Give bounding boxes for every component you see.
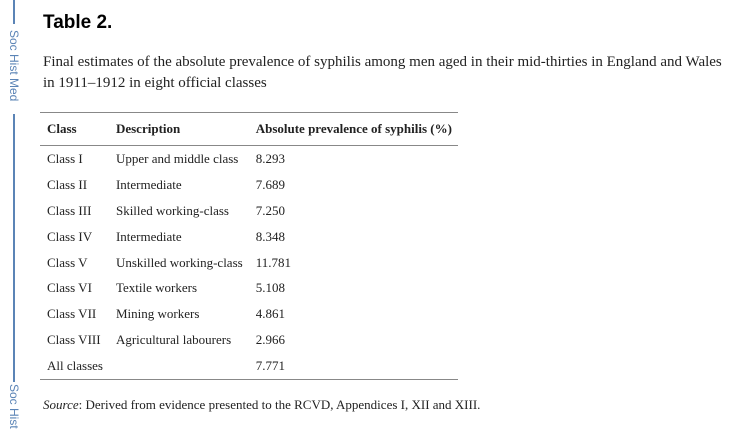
cell-prevalence: 7.771 bbox=[249, 353, 458, 379]
cell-class: Class VIII bbox=[47, 332, 101, 348]
table-row bbox=[40, 301, 458, 327]
cell-description: Mining workers bbox=[115, 306, 200, 322]
cell-prevalence: 7.250 bbox=[255, 202, 285, 218]
cell-description bbox=[109, 353, 249, 379]
cell-description: Intermediate bbox=[115, 228, 182, 244]
cell-description: Skilled working-class bbox=[115, 202, 229, 218]
table-row bbox=[40, 198, 458, 224]
source-text: : Derived from evidence presented to the RCVD, Appendices I, XII and XIII. bbox=[78, 397, 481, 412]
cell-class: Class IV bbox=[47, 228, 93, 244]
column-header-class: Class bbox=[40, 113, 109, 146]
cell-prevalence: 7.689 bbox=[255, 176, 285, 192]
column-header-prevalence: Absolute prevalence of syphilis (%) bbox=[249, 113, 458, 146]
cell-description: Agricultural labourers bbox=[115, 332, 232, 348]
table-row bbox=[40, 172, 458, 198]
sidebar-line-middle bbox=[13, 114, 15, 382]
table-row bbox=[40, 146, 458, 172]
cell-prevalence: 4.861 bbox=[255, 306, 285, 322]
cell-class: Class III bbox=[47, 202, 92, 218]
prevalence-table bbox=[40, 112, 458, 380]
cell-description: Upper and middle class bbox=[115, 150, 239, 166]
table-row bbox=[40, 327, 458, 353]
sidebar-journal-label-bottom[interactable]: Soc Hist bbox=[7, 384, 21, 429]
cell-prevalence: 5.108 bbox=[255, 280, 285, 296]
cell-description: Textile workers bbox=[115, 280, 198, 296]
column-header-description: Description bbox=[109, 113, 249, 146]
table-source-note bbox=[43, 397, 480, 413]
cell-class: Class V bbox=[47, 254, 88, 270]
cell-prevalence: 2.966 bbox=[255, 332, 285, 348]
table-row-total bbox=[40, 353, 458, 379]
table-row bbox=[40, 275, 458, 301]
table-row bbox=[40, 250, 458, 276]
sidebar-line-top bbox=[13, 0, 15, 24]
cell-description: Intermediate bbox=[115, 176, 182, 192]
table-caption: Final estimates of the absolute prevalence of syphilis among men aged in their mid-thirties in England and Wales in 1911–1912 in eight official classes bbox=[43, 54, 722, 91]
cell-description: Unskilled working-class bbox=[115, 254, 243, 270]
cell-class: Class II bbox=[47, 176, 88, 192]
cell-prevalence: 8.293 bbox=[255, 150, 285, 166]
journal-sidebar bbox=[0, 0, 22, 434]
table-row bbox=[40, 224, 458, 250]
cell-prevalence: 8.348 bbox=[255, 228, 285, 244]
table-header-row bbox=[40, 113, 458, 146]
table-title: Table 2. bbox=[43, 12, 113, 33]
cell-class: All classes bbox=[40, 353, 109, 379]
cell-class: Class VI bbox=[47, 280, 92, 296]
cell-class: Class I bbox=[47, 150, 83, 166]
source-label: Source bbox=[43, 397, 79, 412]
sidebar-journal-label-top[interactable]: Soc Hist Med bbox=[7, 30, 21, 102]
cell-class: Class VII bbox=[47, 306, 97, 322]
cell-prevalence: 11.781 bbox=[255, 254, 291, 270]
